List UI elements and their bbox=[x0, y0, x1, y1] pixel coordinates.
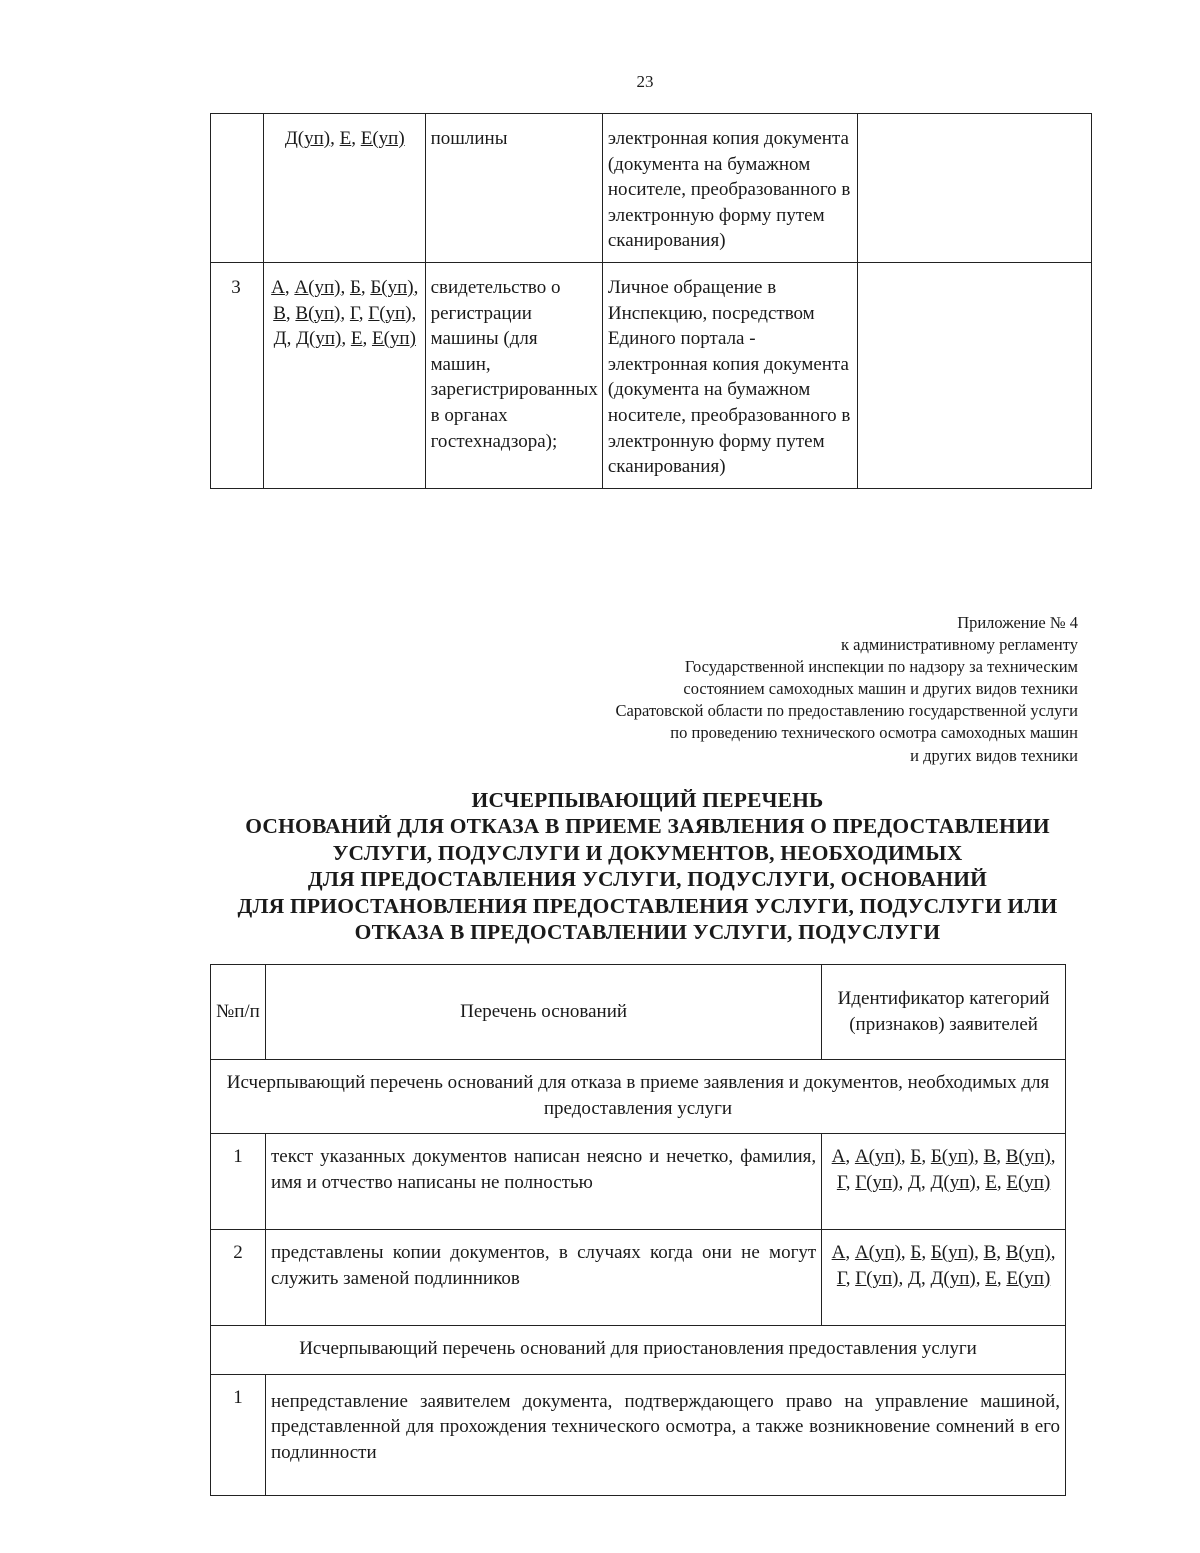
separator: , bbox=[900, 1146, 911, 1168]
separator: , bbox=[845, 1242, 855, 1264]
title-line: ОТКАЗА В ПРЕДОСТАВЛЕНИИ УСЛУГИ, ПОДУСЛУГИ bbox=[354, 920, 941, 945]
category-code: Е(уп) bbox=[1006, 1267, 1051, 1289]
category-code: Б bbox=[910, 1146, 922, 1168]
separator: , bbox=[845, 1267, 856, 1289]
method-cell: электронная копия документа (документа на бумажном носителе, преобразованного в электронную форму путем сканирования) bbox=[602, 114, 857, 263]
separator: , bbox=[285, 302, 296, 324]
separator: , bbox=[845, 1146, 855, 1168]
table-row bbox=[211, 1374, 1066, 1495]
category-cell bbox=[263, 262, 425, 488]
row-number: 1 bbox=[211, 1134, 266, 1230]
category-code: Б bbox=[349, 276, 361, 298]
category-code: Г bbox=[349, 302, 359, 324]
category-code: Е(уп) bbox=[1006, 1171, 1051, 1193]
separator: , bbox=[920, 1267, 931, 1289]
title-line: УСЛУГИ, ПОДУСЛУГИ И ДОКУМЕНТОВ, НЕОБХОДИМЫХ bbox=[332, 840, 963, 865]
separator: , bbox=[286, 328, 297, 350]
table-row bbox=[211, 1134, 1066, 1230]
appendix-line: состоянием самоходных машин и других видов техники bbox=[683, 679, 1078, 699]
separator: , bbox=[974, 1242, 984, 1264]
extra-cell bbox=[857, 114, 1091, 263]
separator: , bbox=[900, 1242, 911, 1264]
separator: , bbox=[411, 302, 417, 324]
category-code: Д(уп) bbox=[930, 1171, 976, 1193]
separator: , bbox=[358, 302, 369, 324]
category-code: Д bbox=[908, 1267, 921, 1289]
category-code: В(уп) bbox=[295, 302, 341, 324]
category-code: Е bbox=[339, 128, 352, 149]
title-line: ИСЧЕРПЫВАЮЩИЙ ПЕРЕЧЕНЬ bbox=[471, 788, 824, 812]
category-code: Г(уп) bbox=[855, 1171, 899, 1193]
separator: , bbox=[996, 1242, 1006, 1264]
title-line: ДЛЯ ПРЕДОСТАВЛЕНИЯ УСЛУГИ, ПОДУСЛУГИ, ОСНОВАНИЙ bbox=[307, 867, 988, 892]
category-code: Г(уп) bbox=[368, 302, 412, 324]
extra-cell bbox=[857, 262, 1091, 488]
header-num: №п/п bbox=[211, 965, 266, 1060]
grounds-table bbox=[210, 964, 1066, 1496]
category-code: Е(уп) bbox=[360, 128, 405, 149]
category-code: В(уп) bbox=[1005, 1242, 1051, 1264]
separator: , bbox=[360, 276, 371, 298]
category-cell bbox=[263, 114, 425, 263]
category-code: А bbox=[271, 276, 285, 298]
reason-cell: текст указанных документов написан неясно и нечетко, фамилия, имя и отчество написаны не полностью bbox=[265, 1134, 821, 1230]
category-code: Б(уп) bbox=[370, 276, 414, 298]
separator: , bbox=[898, 1171, 908, 1193]
category-code: Е bbox=[985, 1171, 997, 1193]
category-code: Д(уп) bbox=[296, 328, 342, 350]
category-code: А(уп) bbox=[854, 1146, 901, 1168]
header-grounds: Перечень оснований bbox=[265, 965, 821, 1060]
category-code: А bbox=[831, 1146, 846, 1168]
appendix-line: Приложение № 4 bbox=[957, 613, 1078, 632]
separator: , bbox=[340, 276, 350, 298]
separator: , bbox=[975, 1171, 986, 1193]
row-number: 1 bbox=[211, 1374, 266, 1495]
separator: , bbox=[920, 1171, 931, 1193]
appendix-line: Государственной инспекции по надзору за техническим bbox=[684, 657, 1078, 677]
appendix-line: Саратовской области по предоставлению государственной услуги bbox=[615, 701, 1078, 721]
row-number: 3 bbox=[211, 262, 264, 488]
category-code: Д bbox=[908, 1171, 921, 1193]
section-row bbox=[211, 1060, 1066, 1134]
category-code: Г bbox=[836, 1171, 846, 1193]
separator: , bbox=[996, 1267, 1007, 1289]
document-title bbox=[180, 787, 1115, 945]
separator: , bbox=[362, 328, 372, 350]
section-row bbox=[211, 1326, 1066, 1375]
category-code: Е bbox=[985, 1267, 997, 1289]
category-code: Д(уп) bbox=[284, 128, 331, 149]
separator: , bbox=[413, 276, 419, 298]
header-categories: Идентификатор категорий (признаков) заявителей bbox=[822, 965, 1066, 1060]
separator: , bbox=[974, 1146, 984, 1168]
category-code: Д(уп) bbox=[930, 1267, 976, 1289]
appendix-line: к административному регламенту bbox=[841, 635, 1078, 655]
continuation-table bbox=[210, 113, 1092, 489]
category-cell bbox=[822, 1134, 1066, 1230]
category-code: Е(уп) bbox=[371, 328, 416, 350]
document-cell: пошлины bbox=[425, 114, 602, 263]
separator: , bbox=[330, 128, 340, 149]
appendix-line: по проведению технического осмотра самоходных машин bbox=[670, 723, 1078, 743]
category-code: А(уп) bbox=[294, 276, 341, 298]
appendix-line: и других видов техники bbox=[910, 745, 1078, 765]
title-line: ОСНОВАНИЙ ДЛЯ ОТКАЗА В ПРИЕМЕ ЗАЯВЛЕНИЯ О ПРЕДОСТАВЛЕНИИ bbox=[245, 814, 1050, 839]
category-code: В bbox=[273, 302, 286, 324]
separator: , bbox=[898, 1267, 908, 1289]
separator: , bbox=[341, 328, 351, 350]
separator: , bbox=[996, 1171, 1007, 1193]
table-row bbox=[211, 1230, 1066, 1326]
category-cell bbox=[822, 1230, 1066, 1326]
table-header-row bbox=[211, 965, 1066, 1060]
separator: , bbox=[351, 128, 361, 149]
category-code: А bbox=[831, 1242, 846, 1264]
table-row bbox=[211, 262, 1092, 488]
separator: , bbox=[1050, 1242, 1056, 1264]
document-cell: свидетельство о регистрации машины (для машин, зарегистрированных в органах гостехнадзора); bbox=[425, 262, 602, 488]
section-heading: Исчерпывающий перечень оснований для приостановления предоставления услуги bbox=[211, 1326, 1066, 1375]
appendix-header bbox=[615, 612, 1078, 767]
category-code: В(уп) bbox=[1005, 1146, 1051, 1168]
category-code: Е bbox=[350, 328, 363, 350]
category-code: Б bbox=[910, 1242, 922, 1264]
separator: , bbox=[340, 302, 350, 324]
category-code: В bbox=[983, 1146, 997, 1168]
category-code: А(уп) bbox=[854, 1242, 901, 1264]
separator: , bbox=[1050, 1146, 1056, 1168]
separator: , bbox=[921, 1242, 931, 1264]
title-line: ДЛЯ ПРИОСТАНОВЛЕНИЯ ПРЕДОСТАВЛЕНИЯ УСЛУГИ, ПОДУСЛУГИ ИЛИ bbox=[237, 893, 1058, 918]
category-code: Б(уп) bbox=[930, 1242, 975, 1264]
category-code: В bbox=[983, 1242, 997, 1264]
row-number bbox=[211, 114, 264, 263]
separator: , bbox=[975, 1267, 986, 1289]
method-cell: Личное обращение в Инспекцию, посредством Единого портала - электронная копия документа (документа на бумажном носителе, преобразованного в электронную форму путем сканирования) bbox=[602, 262, 857, 488]
separator: , bbox=[921, 1146, 931, 1168]
category-code: Д bbox=[273, 328, 287, 350]
separator: , bbox=[845, 1171, 856, 1193]
category-code: Г bbox=[836, 1267, 846, 1289]
reason-cell: представлены копии документов, в случаях когда они не могут служить заменой подлинников bbox=[265, 1230, 821, 1326]
page-number: 23 bbox=[636, 72, 654, 91]
category-code: Г(уп) bbox=[855, 1267, 899, 1289]
section-heading: Исчерпывающий перечень оснований для отказа в приеме заявления и документов, необходимых для предоставления услуги bbox=[211, 1060, 1066, 1134]
category-code: Б(уп) bbox=[930, 1146, 975, 1168]
reason-cell: непредставление заявителем документа, подтверждающего право на управление машиной, представленной для прохождения технического осмотра, а также возникновение сомнений в его подлинности bbox=[265, 1374, 1065, 1495]
separator: , bbox=[284, 276, 295, 298]
separator: , bbox=[996, 1146, 1006, 1168]
row-number: 2 bbox=[211, 1230, 266, 1326]
table-row bbox=[211, 114, 1092, 263]
